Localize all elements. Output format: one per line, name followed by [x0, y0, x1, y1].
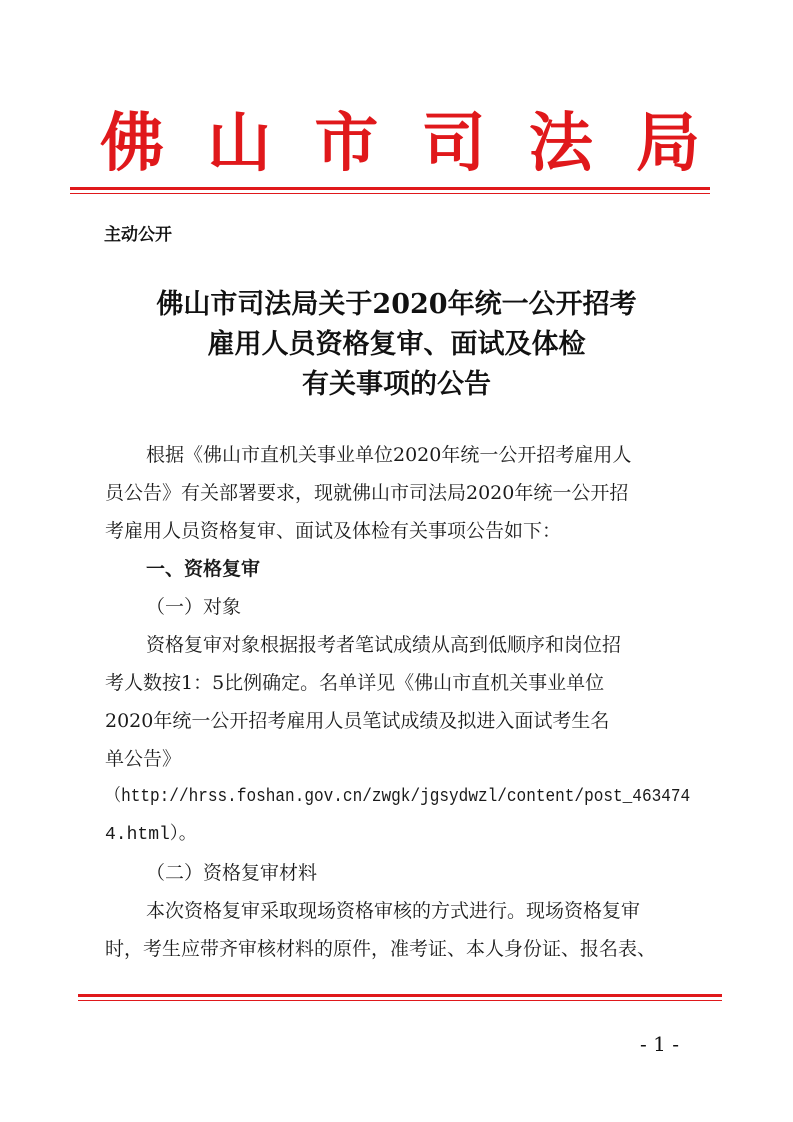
intro-line-3: 考雇用人员资格复审、面试及体检有关事项公告如下：: [105, 520, 562, 542]
masthead-char: 市: [314, 106, 379, 181]
paragraph-line: 2020年统一公开招考雇用人员笔试成绩及拟进入面试考生名: [105, 710, 610, 732]
title-line-2: 雇用人员资格复审、面试及体检: [207, 329, 586, 360]
masthead-char: 山: [207, 106, 272, 181]
header-rule-thick: [70, 187, 710, 190]
subheading-materials: （二）资格复审材料: [146, 862, 318, 884]
masthead-char: 局: [635, 106, 700, 181]
footer-rule-thin: [78, 1000, 722, 1001]
subheading-target: （一）对象: [146, 596, 242, 618]
reference-url-continued[interactable]: 4.html）。: [105, 825, 197, 845]
document-title: [60, 285, 733, 405]
masthead-char: 法: [528, 106, 593, 181]
paragraph-line: 单公告》: [105, 748, 182, 770]
masthead-char: 佛: [100, 106, 164, 181]
page-number: - 1 -: [640, 1032, 679, 1056]
header-rule-thin: [70, 193, 710, 194]
footer-rule-thick: [78, 994, 722, 997]
paragraph-line: 考人数按1：5比例确定。名单详见《佛山市直机关事业单位: [105, 672, 605, 694]
section-heading-qualification: 一、资格复审: [146, 558, 261, 580]
intro-line-2: 员公告》有关部署要求，现就佛山市司法局2020年统一公开招: [105, 482, 629, 504]
disclosure-label: 主动公开: [104, 225, 172, 245]
masthead-char: 司: [421, 106, 486, 181]
masthead-title: [100, 98, 700, 181]
title-line-1: 佛山市司法局关于2020年统一公开招考: [156, 289, 637, 320]
paragraph-line: 本次资格复审采取现场资格审核的方式进行。现场资格复审: [146, 900, 641, 922]
title-line-3: 有关事项的公告: [302, 369, 491, 400]
paragraph-line: 时，考生应带齐审核材料的原件，准考证、本人身份证、报名表、: [105, 938, 657, 960]
paragraph-line: 资格复审对象根据报考者笔试成绩从高到低顺序和岗位招: [146, 634, 622, 656]
reference-url[interactable]: （http://hrss.foshan.gov.cn/zwgk/jgsydwzl/content/post_463474: [105, 787, 691, 807]
intro-line-1: 根据《佛山市直机关事业单位2020年统一公开招考雇用人: [146, 444, 632, 466]
